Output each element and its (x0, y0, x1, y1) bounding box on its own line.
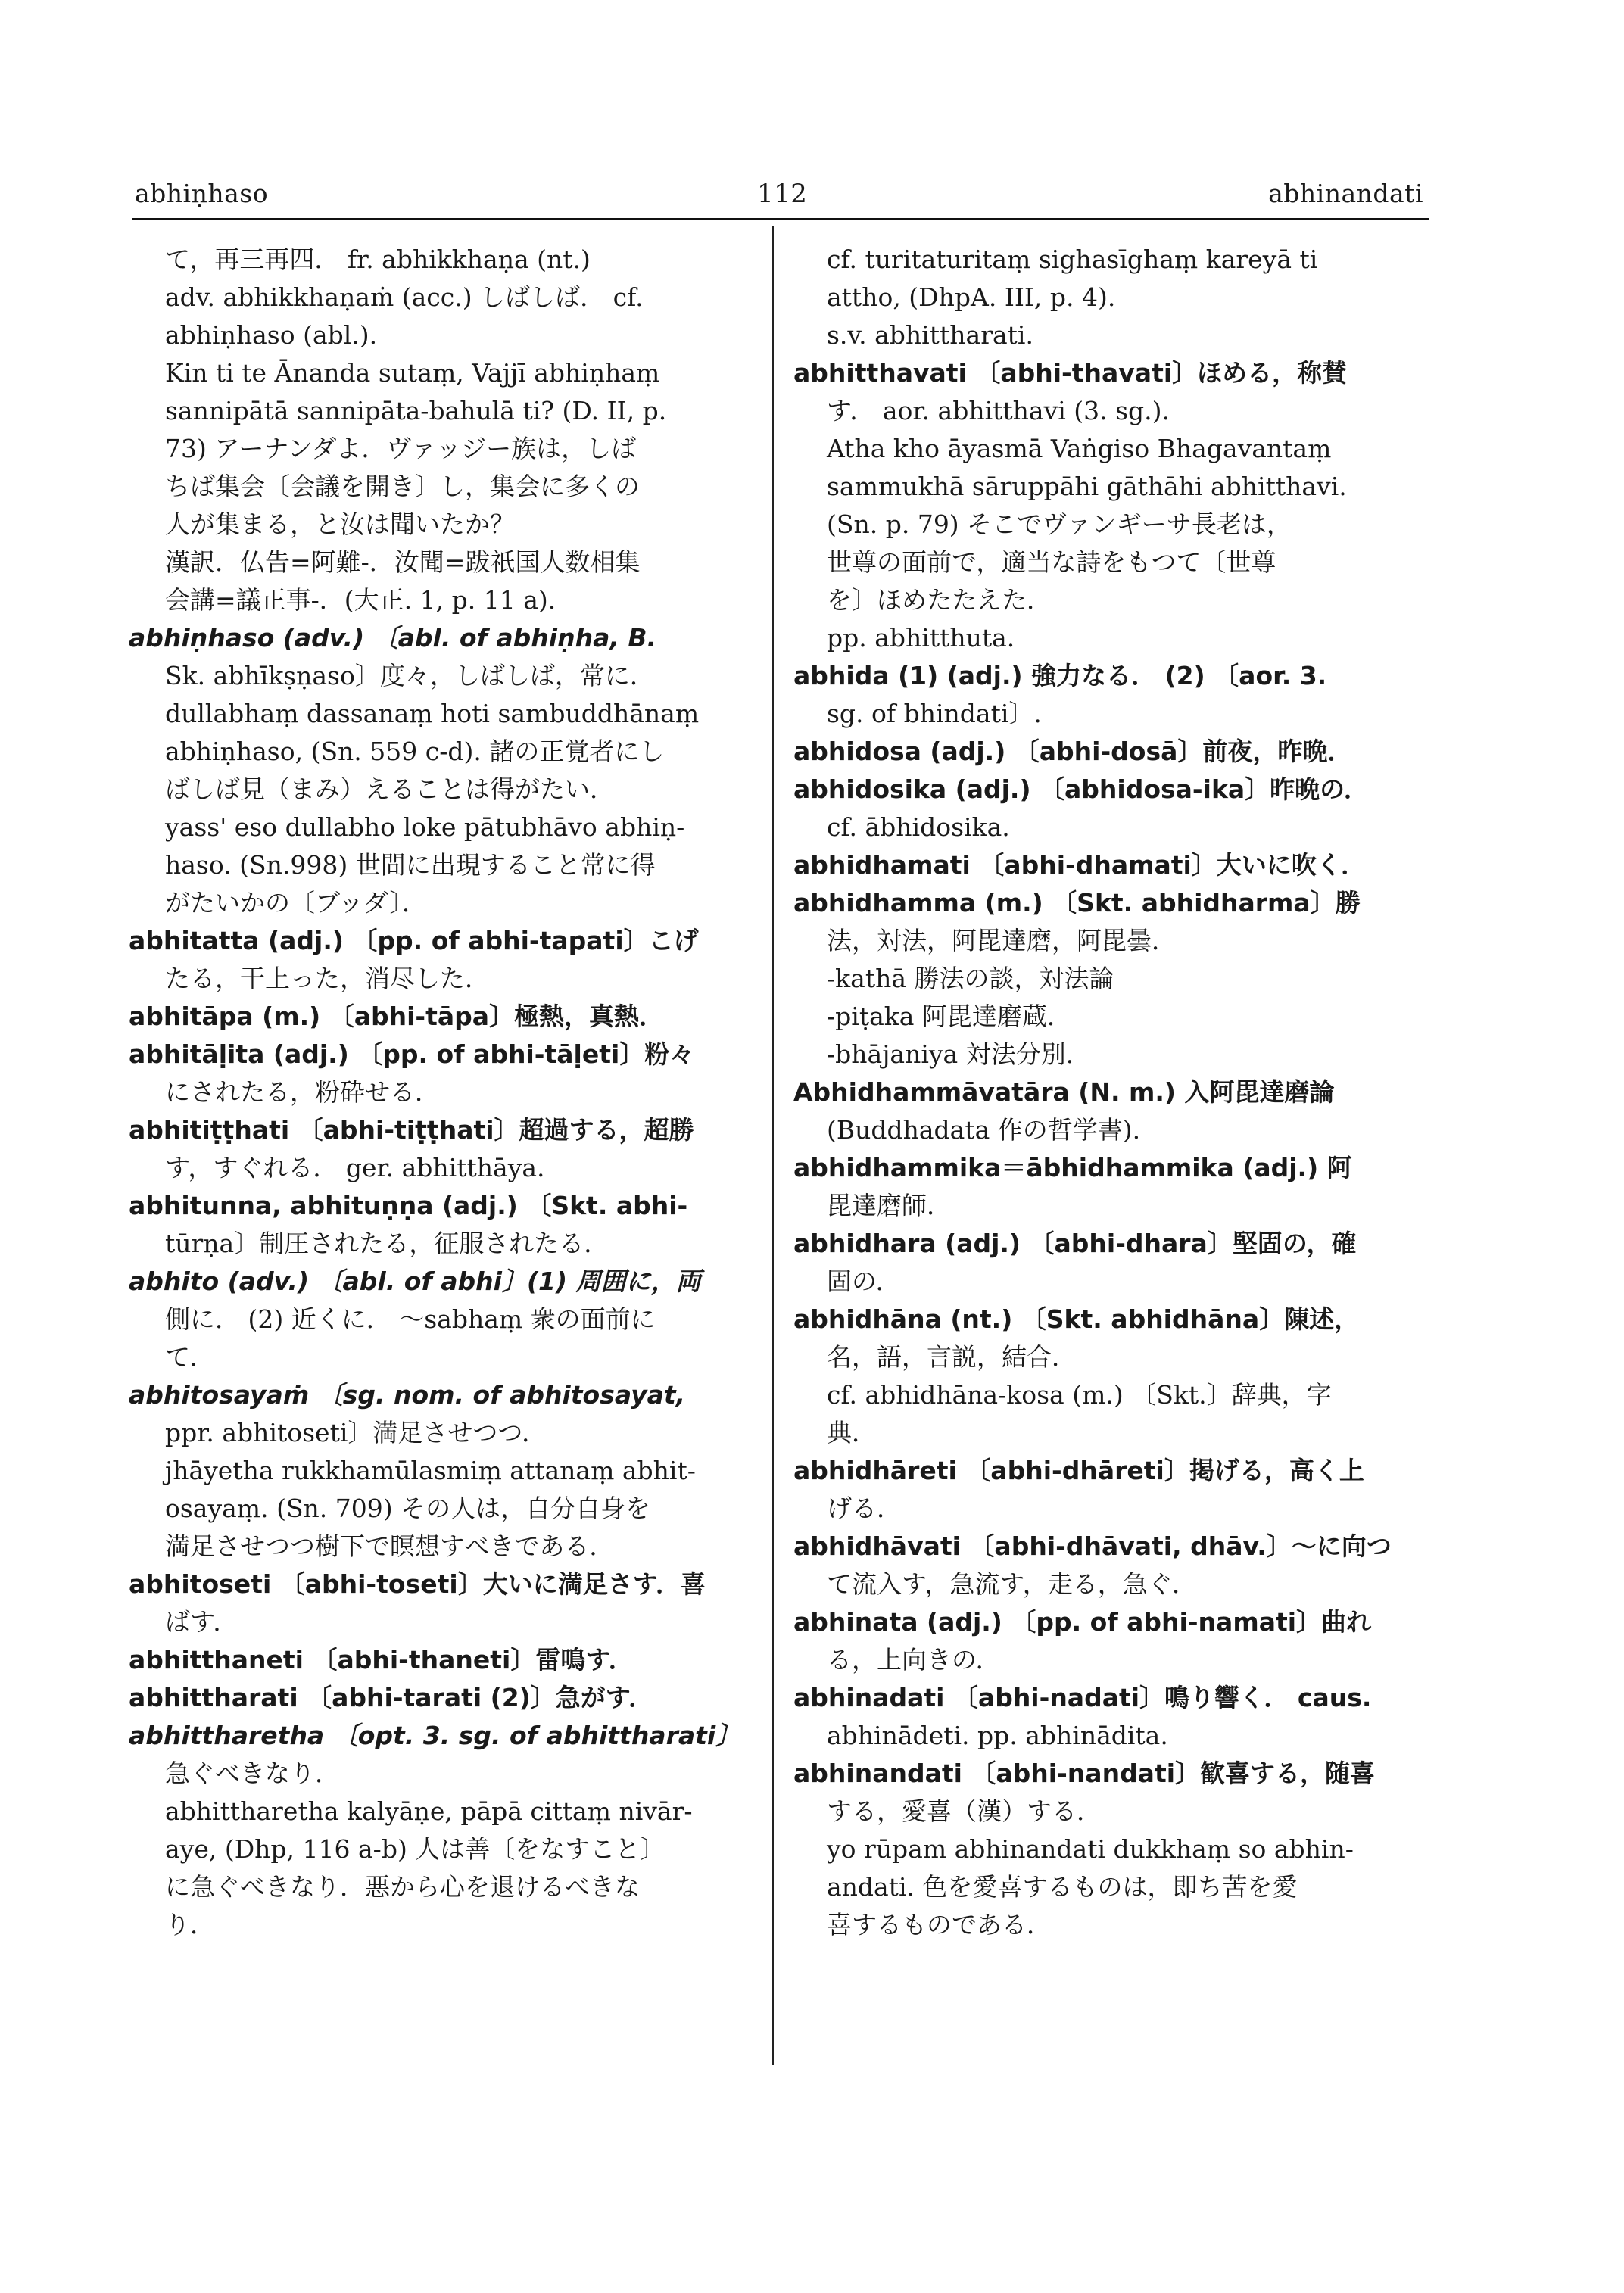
dictionary-entry-headline: abhitunna, abhituṇṇa (adj.) 〔Skt. abhi- (129, 1191, 688, 1220)
dictionary-text-line: 典． (827, 1418, 877, 1447)
dictionary-text-line: jhāyetha rukkhamūlasmiṃ attanaṃ abhit- (165, 1456, 696, 1485)
dictionary-text-line: 会講=議正事-．(大正. 1, p. 11 a). (165, 585, 556, 615)
dictionary-text-line: adv. abhikkhaṇaṁ (acc.) しばしば． cf. (165, 282, 644, 312)
dictionary-text-line: げる． (827, 1494, 902, 1523)
dictionary-entry-headline: abhinata (adj.) 〔pp. of abhi-namati〕曲れ (793, 1607, 1372, 1637)
dictionary-text-line: -bhājaniya 対法分別． (827, 1039, 1091, 1069)
dictionary-entry-headline: abhitāpa (m.) 〔abhi-tāpa〕極熱，真熱． (129, 1002, 665, 1031)
dictionary-text-line: yass' eso dullabho loke pātubhāvo abhiṇ- (165, 812, 685, 842)
dictionary-text-line: たる，干上った，消尽した． (165, 964, 490, 993)
dictionary-text-line: 喜するものである． (827, 1910, 1052, 1939)
dictionary-text-line: を〕ほめたたえた． (827, 585, 1052, 615)
dictionary-entry-headline: abhitthaneti 〔abhi-thaneti〕雷鳴す． (129, 1645, 634, 1675)
dictionary-entry-headline: abhidhāvati 〔abhi-dhāvati, dhāv.〕～に向つ (793, 1531, 1392, 1561)
dictionary-text-line: sg. of bhindati〕. (827, 699, 1042, 728)
dictionary-text-line: andati. 色を愛喜するものは，即ち苦を愛 (827, 1872, 1298, 1902)
dictionary-text-line: 法，対法，阿毘達磨，阿毘曇． (827, 926, 1177, 955)
dictionary-text-line: osayaṃ. (Sn. 709) その人は，自分自身を (165, 1494, 651, 1523)
dictionary-text-line: aye, (Dhp, 116 a-b) 人は善〔をなすこと〕 (165, 1834, 665, 1864)
dictionary-text-line: yo rūpam abhinandati dukkhaṃ so abhin- (827, 1834, 1354, 1864)
dictionary-text-line: 漢訳．仏告=阿難-．汝聞=跋祇国人数相集 (165, 547, 641, 577)
dictionary-text-line: 73) アーナンダよ．ヴァッジー族は，しば (165, 434, 637, 463)
dictionary-text-line: て流入す，急流す，走る，急ぐ． (827, 1569, 1198, 1599)
header-rule (132, 218, 1429, 220)
dictionary-entry-headline: abhidhāreti 〔abhi-dhāreti〕掲げる，高く上 (793, 1456, 1364, 1485)
dictionary-text-line: Atha kho āyasmā Vaṅgiso Bhagavantaṃ (827, 434, 1332, 463)
dictionary-text-line: abhittharetha kalyāṇe, pāpā cittaṃ nivār- (165, 1796, 693, 1826)
dictionary-entry-headline: Abhidhammāvatāra (N. m.) 入阿毘達磨論 (793, 1077, 1335, 1107)
dictionary-entry-headline: abhinandati 〔abhi-nandati〕歓喜する，随喜 (793, 1759, 1376, 1788)
dictionary-text-line: abhiṇhaso (abl.). (165, 320, 378, 350)
column-divider (772, 226, 774, 2065)
dictionary-text-line: 名，語，言説，結合． (827, 1342, 1077, 1372)
page-number: 112 (757, 179, 808, 209)
dictionary-entry-headline: abhiṇhaso (adv.) 〔abl. of abhiṇha, B. (129, 623, 657, 653)
dictionary-text-line: Sk. abhīkṣṇaso〕度々，しばしば，常に． (165, 661, 655, 690)
right-column (793, 241, 1429, 1944)
running-head-left: abhiṇhaso (135, 179, 269, 208)
dictionary-entry-headline: abhidhamma (m.) 〔Skt. abhidharma〕勝 (793, 888, 1361, 918)
dictionary-entry-headline: abhidosa (adj.) 〔abhi-dosā〕前夜，昨晩． (793, 737, 1353, 766)
dictionary-text-line: haso. (Sn.998) 世間に出現すること常に得 (165, 850, 656, 880)
dictionary-entry-headline: abhitiṭṭhati 〔abhi-tiṭṭhati〕超過する，超勝 (129, 1115, 694, 1145)
dictionary-text-line: cf. abhidhāna-kosa (m.) 〔Skt.〕辞典，字 (827, 1380, 1332, 1410)
dictionary-entry-headline: abhito (adv.) 〔abl. of abhi〕(1) 周囲に，両 (129, 1266, 701, 1296)
dictionary-text-line: sannipātā sannipāta-bahulā ti? (D. II, p. (165, 396, 667, 425)
dictionary-entry-headline: abhitāḷita (adj.) 〔pp. of abhi-tāḷeti〕粉々 (129, 1039, 695, 1069)
dictionary-entry-headline: abhittharetha 〔opt. 3. sg. of abhittharati〕 (129, 1721, 741, 1750)
dictionary-entry-headline: abhidhamati 〔abhi-dhamati〕大いに吹く． (793, 850, 1367, 880)
dictionary-text-line: する，愛喜（漢）する． (827, 1796, 1102, 1826)
dictionary-text-line: 固の． (827, 1266, 901, 1296)
dictionary-entry-headline: abhitosayaṁ 〔sg. nom. of abhitosayat, (129, 1380, 686, 1410)
dictionary-text-line: sammukhā sāruppāhi gāthāhi abhitthavi. (827, 472, 1347, 501)
dictionary-text-line: abhinādeti. pp. abhinādita. (827, 1721, 1168, 1750)
dictionary-entry-headline: abhidosika (adj.) 〔abhidosa-ika〕昨晩の． (793, 774, 1369, 804)
dictionary-text-line: (Sn. p. 79) そこでヴァンギーサ長老は， (827, 509, 1292, 539)
dictionary-text-line: す． aor. abhitthavi (3. sg.). (827, 396, 1170, 425)
dictionary-entry-headline: abhitthavati 〔abhi-thavati〕ほめる，称賛 (793, 358, 1348, 388)
dictionary-text-line: cf. ābhidosika. (827, 812, 1010, 842)
dictionary-text-line: り． (165, 1910, 215, 1939)
dictionary-text-line: にされたる，粉砕せる． (165, 1077, 440, 1107)
dictionary-text-line: 世尊の面前で，適当な詩をもつて〔世尊 (827, 547, 1276, 577)
dictionary-text-line: 急ぐべきなり． (165, 1759, 340, 1788)
dictionary-entry-headline: abhida (1) (adj.) 強力なる． (2) 〔aor. 3. (793, 661, 1327, 690)
dictionary-text-line: tūrṇa〕制圧されたる，征服されたる． (165, 1229, 609, 1258)
dictionary-entry-headline: abhidhammika＝ābhidhammika (adj.) 阿 (793, 1153, 1352, 1182)
dictionary-entry-headline: abhitoseti 〔abhi-toseti〕大いに満足さす．喜 (129, 1569, 706, 1599)
dictionary-text-line: る，上向きの． (827, 1645, 1001, 1675)
dictionary-text-line: ばす． (165, 1607, 238, 1637)
dictionary-text-line: ばしば見（まみ）えることは得がたい． (165, 774, 615, 804)
running-head-right: abhinandati (1268, 179, 1423, 208)
dictionary-entry-headline: abhinadati 〔abhi-nadati〕鳴り響く． caus. (793, 1683, 1372, 1712)
dictionary-text-line: -kathā 勝法の談，対法論 (827, 964, 1114, 993)
dictionary-text-line: に急ぐべきなり．悪から心を退けるべきな (165, 1872, 640, 1902)
dictionary-text-line: (Buddhadata 作の哲学書). (827, 1115, 1141, 1145)
dictionary-text-line: 毘達磨師． (827, 1191, 952, 1220)
dictionary-text-line: 側に． (2) 近くに． ～sabhaṃ 衆の面前に (165, 1304, 656, 1334)
dictionary-text-line: す，すぐれる． ger. abhitthāya. (165, 1153, 545, 1182)
dictionary-text-line: cf. turitaturitaṃ sighasīghaṃ kareyā ti (827, 245, 1318, 274)
dictionary-text-line: Kin ti te Ānanda sutaṃ, Vajjī abhiṇhaṃ (165, 358, 660, 388)
dictionary-text-line: ppr. abhitoseti〕満足させつつ． (165, 1418, 547, 1447)
dictionary-text-line: がたいかの〔ブッダ〕． (165, 888, 427, 918)
dictionary-text-line: 人が集まる，と汝は聞いたか？ (165, 509, 515, 539)
dictionary-text-line: dullabhaṃ dassanaṃ hoti sambuddhānaṃ (165, 699, 700, 728)
dictionary-text-line: 満足させつつ樹下で瞑想すべきである． (165, 1531, 615, 1561)
dictionary-text-line: ちば集会〔会議を開き〕し，集会に多くの (165, 472, 640, 501)
dictionary-entry-headline: abhidhara (adj.) 〔abhi-dhara〕堅固の，確 (793, 1229, 1357, 1258)
dictionary-text-line: て． (165, 1342, 215, 1372)
dictionary-text-line: -piṭaka 阿毘達磨蔵． (827, 1002, 1072, 1031)
dictionary-entry-headline: abhittharati 〔abhi-tarati (2)〕急がす． (129, 1683, 654, 1712)
left-column (123, 241, 743, 1944)
dictionary-text-line: pp. abhitthuta. (827, 623, 1015, 653)
dictionary-text-line: s.v. abhittharati. (827, 320, 1033, 350)
dictionary-text-line: て，再三再四． fr. abhikkhaṇa (nt.) (165, 245, 591, 274)
dictionary-text-line: abhiṇhaso, (Sn. 559 c-d). 諸の正覚者にし (165, 737, 665, 766)
dictionary-text-line: attho, (DhpA. III, p. 4). (827, 282, 1116, 312)
dictionary-entry-headline: abhidhāna (nt.) 〔Skt. abhidhāna〕陳述， (793, 1304, 1360, 1334)
dictionary-entry-headline: abhitatta (adj.) 〔pp. of abhi-tapati〕こげ (129, 926, 699, 955)
